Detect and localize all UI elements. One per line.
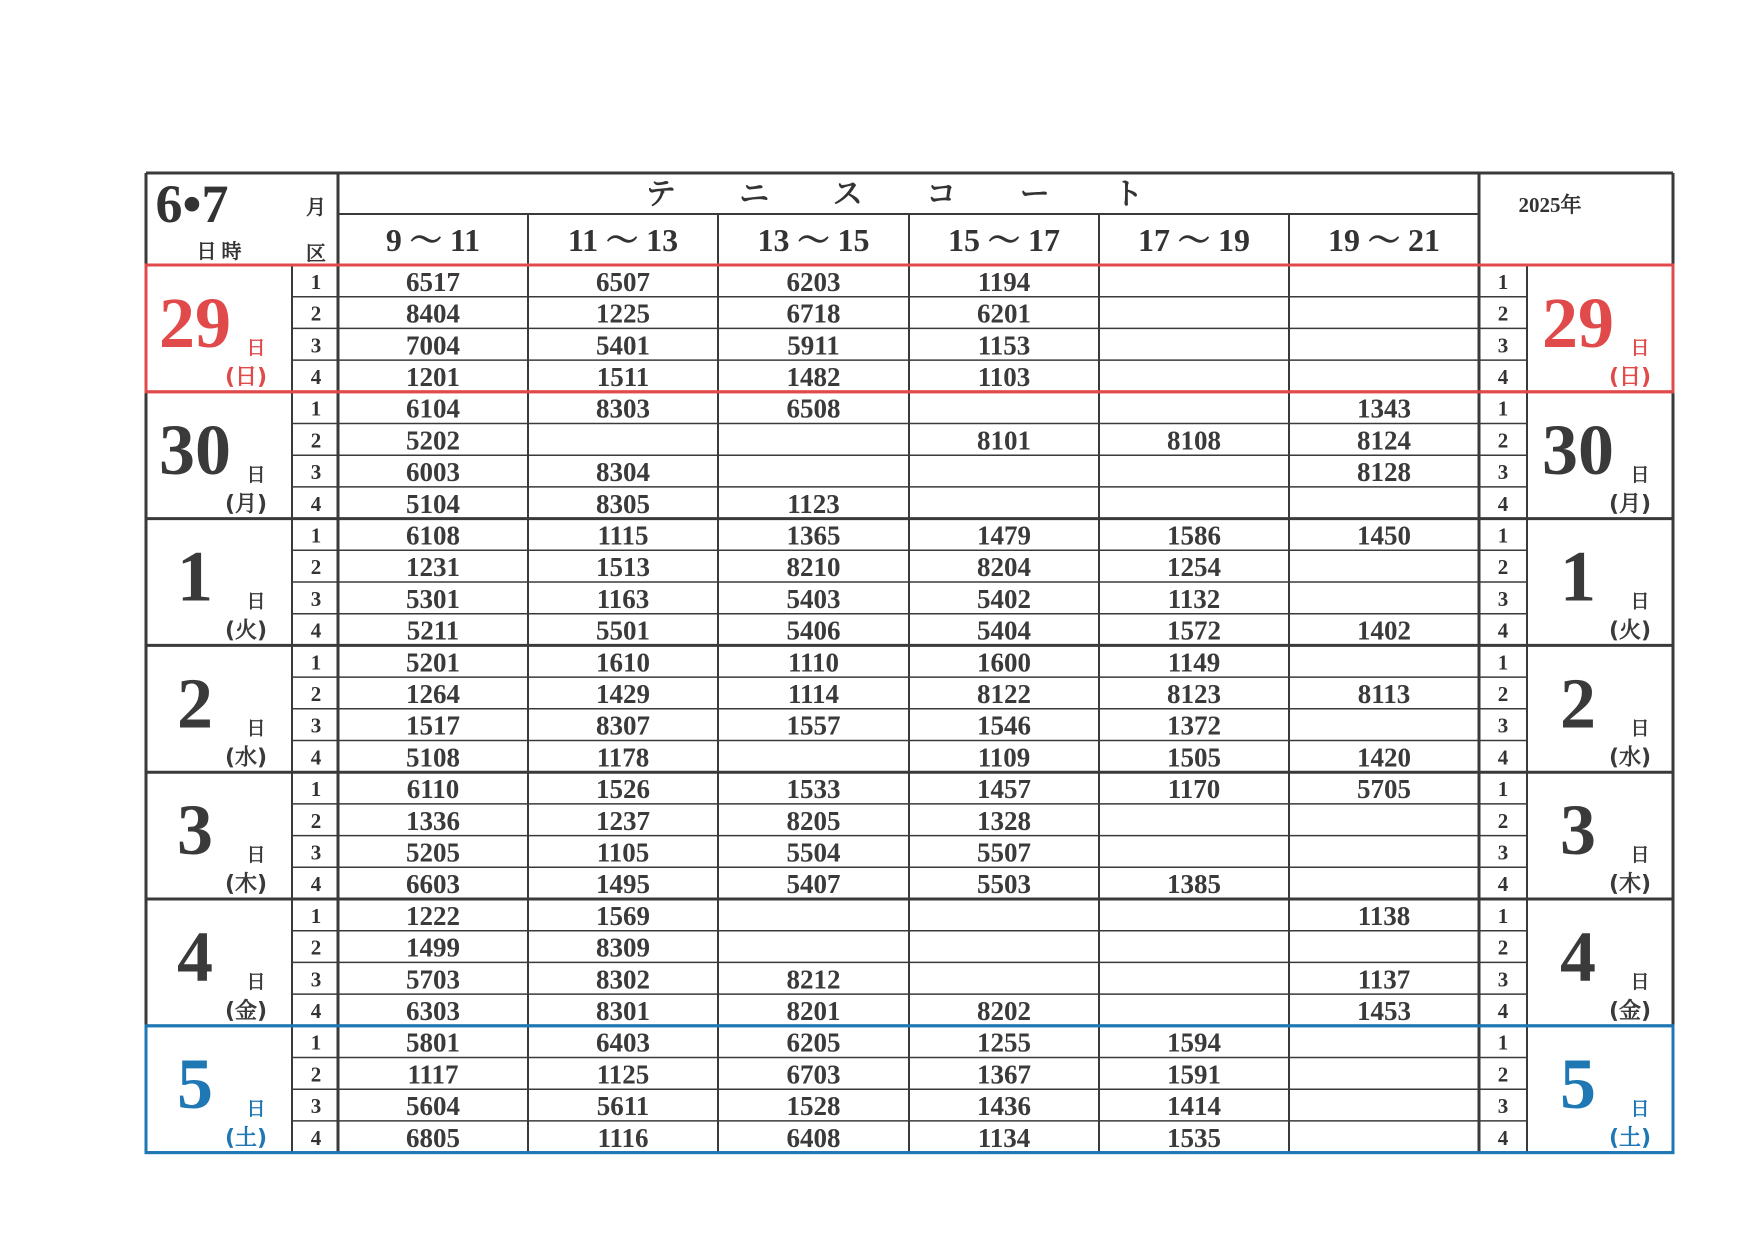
section-number: 3: [310, 967, 322, 992]
date-number-right: 4: [1560, 917, 1596, 997]
reservation-number: 1546: [977, 710, 1031, 741]
reservation-number: 8304: [596, 457, 650, 488]
reservation-number: 5406: [786, 615, 841, 646]
reservation-number: 8201: [786, 995, 841, 1026]
reservation-number: 1134: [977, 1122, 1031, 1153]
time-slot-header: 15 ～ 17: [947, 222, 1061, 258]
reservation-number: 8204: [977, 552, 1031, 583]
reservation-number: 5407: [786, 869, 841, 900]
weekday-right: (水): [1608, 745, 1652, 771]
reservation-number: 8212: [786, 964, 841, 995]
section-number-right: 3: [1497, 333, 1509, 358]
reservation-number: 6718: [786, 298, 841, 329]
weekday-right: (木): [1608, 872, 1652, 898]
reservation-number: 1125: [596, 1059, 650, 1090]
reservation-number: 1557: [786, 710, 841, 741]
reservation-number: 1328: [977, 805, 1031, 836]
section-number: 2: [310, 935, 322, 960]
reservation-number: 1201: [406, 361, 460, 392]
section-number-right: 3: [1497, 1094, 1509, 1119]
reservation-number: 5501: [596, 615, 650, 646]
reservation-number: 6507: [596, 266, 650, 297]
reservation-number: 8101: [977, 425, 1031, 456]
date-number-left: 1: [177, 536, 213, 617]
reservation-number: 1116: [597, 1122, 649, 1153]
reservation-number: 1103: [977, 361, 1031, 392]
reservation-number: 1569: [596, 900, 650, 931]
section-number-right: 4: [1497, 872, 1509, 897]
day-suffix-right: 日: [1630, 1097, 1650, 1120]
reservation-number: 1132: [1167, 583, 1221, 614]
reservation-number: 1429: [596, 678, 650, 709]
day-suffix-left: 日: [246, 337, 266, 359]
reservation-number: 5911: [787, 330, 840, 361]
section-number-right: 1: [1497, 777, 1509, 802]
reservation-number: 1255: [977, 1027, 1031, 1058]
reservation-number: 1528: [786, 1091, 841, 1122]
reservation-number: 8309: [596, 932, 650, 963]
section-number-right: 4: [1497, 1125, 1509, 1150]
reservation-number: 6508: [786, 393, 841, 424]
reservation-number: 6108: [406, 520, 460, 551]
date-number-left: 30: [159, 409, 231, 490]
weekday-left: (月): [224, 491, 268, 517]
section-number: 4: [310, 1125, 322, 1150]
day-suffix-left: 日: [246, 463, 266, 486]
reservation-number: 6603: [406, 869, 460, 900]
weekday-left: (土): [224, 1125, 268, 1151]
day-suffix-left: 日: [246, 971, 266, 993]
year-label: 2025年: [1518, 193, 1582, 217]
reservation-number: 5705: [1357, 774, 1411, 805]
reservation-number: 1367: [977, 1059, 1031, 1090]
reservation-number: 6805: [406, 1122, 460, 1153]
reservation-number: 1123: [787, 488, 840, 519]
section-number-right: 3: [1497, 967, 1509, 992]
reservation-number: 8123: [1167, 678, 1221, 709]
section-number-right: 2: [1497, 428, 1509, 453]
reservation-number: 1600: [977, 647, 1031, 678]
reservation-number: 8307: [596, 710, 650, 741]
reservation-number: 8302: [596, 964, 650, 995]
reservation-number: 1117: [407, 1059, 459, 1090]
date-number-right: 30: [1542, 409, 1614, 490]
reservation-number: 5402: [977, 583, 1031, 614]
section-number: 4: [310, 364, 322, 389]
reservation-number: 1414: [1167, 1091, 1221, 1122]
reservation-number: 5301: [406, 583, 460, 614]
weekday-left: (金): [224, 999, 268, 1024]
day-suffix-right: 日: [1630, 337, 1650, 359]
reservation-number: 1254: [1167, 552, 1221, 583]
weekday-right: (火): [1608, 618, 1652, 644]
weekday-left: (水): [224, 745, 268, 771]
day-suffix-right: 日: [1630, 971, 1650, 993]
section-number-right: 4: [1497, 618, 1509, 643]
section-number-right: 1: [1497, 903, 1509, 928]
section-number-right: 2: [1497, 935, 1509, 960]
weekday-left: (日): [224, 365, 268, 390]
section-number: 2: [310, 428, 322, 453]
reservation-number: 6408: [786, 1122, 841, 1153]
reservation-number: 1495: [596, 869, 650, 900]
reservation-number: 1109: [977, 742, 1031, 773]
reservation-number: 6201: [977, 298, 1031, 329]
section-number: 3: [310, 460, 322, 485]
day-suffix-right: 日: [1630, 463, 1650, 486]
reservation-number: 8113: [1357, 678, 1411, 709]
reservation-number: 1149: [1167, 647, 1221, 678]
reservation-number: 1178: [596, 742, 650, 773]
reservation-number: 6104: [406, 393, 460, 424]
reservation-number: 8124: [1357, 425, 1411, 456]
reservation-number: 1385: [1167, 869, 1221, 900]
section-number-right: 4: [1497, 491, 1509, 516]
reservation-number: 1115: [597, 520, 649, 551]
date-number-left: 29: [159, 283, 231, 363]
date-number-right: 1: [1560, 536, 1596, 617]
section-number: 4: [310, 618, 322, 643]
reservation-number: 1436: [977, 1091, 1031, 1122]
weekday-right: (金): [1608, 999, 1652, 1024]
reservation-number: 8128: [1357, 457, 1411, 488]
reservation-number: 8301: [596, 995, 650, 1026]
reservation-number: 1526: [596, 774, 650, 805]
reservation-number: 5801: [406, 1027, 460, 1058]
section-number: 3: [310, 713, 322, 738]
date-number-right: 29: [1542, 283, 1614, 363]
reservation-number: 1511: [596, 361, 650, 392]
reservation-number: 1402: [1357, 615, 1411, 646]
section-number: 3: [310, 333, 322, 358]
reservation-number: 6517: [406, 266, 460, 297]
reservation-number: 5211: [406, 615, 460, 646]
section-number-right: 1: [1497, 1030, 1509, 1055]
reservation-number: 1237: [596, 805, 650, 836]
date-number-left: 2: [177, 663, 213, 744]
weekday-right: (日): [1608, 365, 1652, 390]
reservation-number: 6403: [596, 1027, 650, 1058]
month-suffix: 月: [306, 197, 326, 219]
day-suffix-right: 日: [1630, 844, 1650, 867]
reservation-number: 1110: [787, 647, 840, 678]
section-number: 1: [310, 523, 322, 548]
section-number: 1: [310, 1030, 322, 1055]
reservation-number: 8404: [406, 298, 460, 329]
reservation-number: 8108: [1167, 425, 1221, 456]
reservation-number: 1163: [596, 583, 650, 614]
day-suffix-left: 日: [246, 717, 266, 740]
reservation-number: 6110: [406, 774, 460, 805]
reservation-number: 1453: [1357, 995, 1411, 1026]
section-number: 1: [310, 777, 322, 802]
reservation-number: 6205: [786, 1027, 841, 1058]
section-number-right: 1: [1497, 269, 1509, 294]
section-number: 1: [310, 269, 322, 294]
reservation-number: 5104: [406, 488, 460, 519]
day-suffix-left: 日: [246, 844, 266, 867]
section-number: 3: [310, 1094, 322, 1119]
section-number-right: 1: [1497, 650, 1509, 675]
reservation-number: 1572: [1167, 615, 1221, 646]
reservation-number: 8305: [596, 488, 650, 519]
date-number-right: 2: [1560, 663, 1596, 744]
section-number: 1: [310, 396, 322, 421]
date-number-right: 3: [1560, 790, 1596, 871]
reservation-number: 1225: [596, 298, 650, 329]
weekday-right: (土): [1608, 1125, 1652, 1151]
reservation-number: 6003: [406, 457, 460, 488]
reservation-number: 1594: [1167, 1027, 1221, 1058]
section-number: 2: [310, 808, 322, 833]
reservation-number: 1153: [977, 330, 1031, 361]
time-slot-header: 11 ～ 13: [567, 222, 679, 258]
section-number-right: 3: [1497, 713, 1509, 738]
reservation-number: 6303: [406, 995, 460, 1026]
reservation-number: 1194: [977, 266, 1031, 297]
day-suffix-left: 日: [246, 590, 266, 613]
section-number-right: 4: [1497, 364, 1509, 389]
section-number-right: 2: [1497, 681, 1509, 706]
day-suffix-right: 日: [1630, 717, 1650, 740]
date-number-left: 3: [177, 790, 213, 871]
reservation-number: 1505: [1167, 742, 1221, 773]
reservation-number: 5401: [596, 330, 650, 361]
reservation-number: 1105: [596, 837, 650, 868]
section-number-right: 3: [1497, 840, 1509, 865]
time-slot-header: 9 ～ 11: [385, 222, 481, 258]
section-number-right: 2: [1497, 808, 1509, 833]
reservation-number: 1114: [787, 678, 840, 709]
section-number-right: 3: [1497, 586, 1509, 611]
time-slot-header: 13 ～ 15: [757, 222, 870, 258]
reservation-number: 1372: [1167, 710, 1221, 741]
reservation-number: 5403: [786, 583, 841, 614]
section-number: 4: [310, 745, 322, 770]
section-label: 区: [306, 243, 326, 265]
reservation-number: 1591: [1167, 1059, 1221, 1090]
reservation-number: 5611: [596, 1091, 650, 1122]
section-number: 4: [310, 998, 322, 1023]
reservation-number: 8303: [596, 393, 650, 424]
date-time-label: 日 時: [196, 241, 242, 263]
day-suffix-left: 日: [246, 1097, 266, 1120]
reservation-number: 1479: [977, 520, 1031, 551]
weekday-right: (月): [1608, 491, 1652, 517]
reservation-number: 5108: [406, 742, 460, 773]
section-number: 2: [310, 301, 322, 326]
section-number: 3: [310, 586, 322, 611]
section-number: 4: [310, 872, 322, 897]
reservation-number: 8202: [977, 995, 1031, 1026]
reservation-number: 1336: [406, 805, 460, 836]
reservation-number: 8205: [786, 805, 841, 836]
reservation-number: 8210: [786, 552, 841, 583]
section-number-right: 2: [1497, 301, 1509, 326]
reservation-number: 5507: [977, 837, 1031, 868]
date-number-left: 5: [177, 1043, 213, 1124]
reservation-number: 1138: [1357, 900, 1411, 931]
title: テ ニ ス コ ー ト: [645, 178, 1172, 211]
weekday-left: (火): [224, 618, 268, 644]
day-suffix-right: 日: [1630, 590, 1650, 613]
reservation-number: 1420: [1357, 742, 1411, 773]
time-slot-header: 17 ～ 19: [1137, 222, 1251, 258]
reservation-number: 8122: [977, 678, 1031, 709]
section-number-right: 4: [1497, 998, 1509, 1023]
reservation-number: 1231: [406, 552, 460, 583]
time-slot-header: 19 ～ 21: [1327, 222, 1441, 258]
reservation-number: 1499: [406, 932, 460, 963]
reservation-number: 1517: [406, 710, 460, 741]
reservation-number: 1482: [786, 361, 841, 392]
reservation-number: 1533: [786, 774, 841, 805]
reservation-number: 5201: [406, 647, 460, 678]
section-number: 2: [310, 1062, 322, 1087]
reservation-number: 1513: [596, 552, 650, 583]
reservation-number: 1264: [406, 678, 460, 709]
section-number: 2: [310, 681, 322, 706]
section-number-right: 4: [1497, 745, 1509, 770]
reservation-number: 1222: [406, 900, 460, 931]
weekday-left: (木): [224, 872, 268, 898]
reservation-number: 5202: [406, 425, 460, 456]
section-number: 2: [310, 555, 322, 580]
reservation-number: 5604: [406, 1091, 460, 1122]
section-number: 1: [310, 650, 322, 675]
date-number-left: 4: [177, 917, 213, 997]
section-number-right: 3: [1497, 460, 1509, 485]
reservation-number: 7004: [406, 330, 460, 361]
reservation-number: 1170: [1167, 774, 1221, 805]
section-number-right: 2: [1497, 555, 1509, 580]
section-number: 4: [310, 491, 322, 516]
reservation-number: 1457: [977, 774, 1031, 805]
reservation-number: 1586: [1167, 520, 1221, 551]
reservation-number: 1610: [596, 647, 650, 678]
reservation-number: 5703: [406, 964, 460, 995]
section-number: 3: [310, 840, 322, 865]
month-label: 6•7: [155, 174, 229, 234]
reservation-number: 1535: [1167, 1122, 1221, 1153]
reservation-number: 5404: [977, 615, 1031, 646]
section-number-right: 1: [1497, 523, 1509, 548]
reservation-number: 6203: [786, 266, 841, 297]
reservation-number: 5205: [406, 837, 460, 868]
section-number-right: 1: [1497, 396, 1509, 421]
reservation-number: 5503: [977, 869, 1031, 900]
date-number-right: 5: [1560, 1043, 1596, 1124]
reservation-number: 5504: [786, 837, 841, 868]
reservation-number: 6703: [786, 1059, 841, 1090]
section-number-right: 2: [1497, 1062, 1509, 1087]
section-number: 1: [310, 903, 322, 928]
reservation-number: 1137: [1357, 964, 1411, 995]
reservation-number: 1343: [1357, 393, 1411, 424]
reservation-number: 1450: [1357, 520, 1411, 551]
reservation-number: 1365: [786, 520, 841, 551]
